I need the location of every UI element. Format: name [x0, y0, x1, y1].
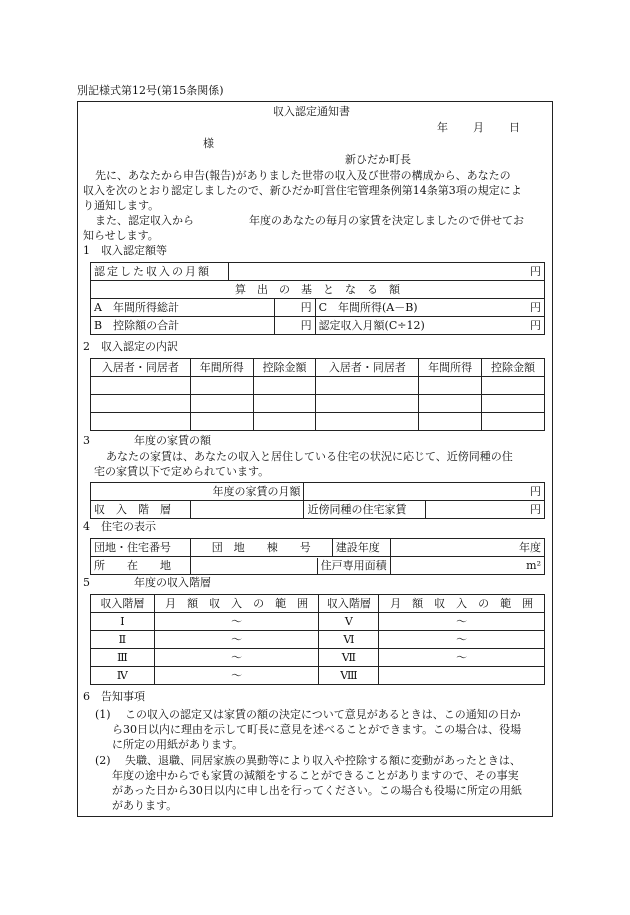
table-cell — [253, 377, 316, 395]
tier-range: ～ — [154, 631, 319, 649]
date-line: 年 月 日 — [437, 121, 521, 134]
tier-range: ～ — [379, 613, 545, 631]
yen-unit: 円 — [426, 501, 545, 519]
intro-line: 知らせします。 — [83, 229, 159, 242]
tier-range: ～ — [154, 649, 319, 667]
notice-item-line: ら30日以内に理由を示して町長に意見を述べることができます。この場合は、役場 — [112, 723, 522, 736]
income-breakdown-table — [90, 358, 545, 431]
table-cell — [190, 377, 253, 395]
table-cell — [316, 395, 419, 413]
tier-label: Ⅵ — [319, 631, 379, 649]
intro-line: り通知します。 — [83, 199, 160, 212]
annual-income-total-label: A 年間所得総計 — [91, 299, 275, 317]
notice-item-marker: (1) — [95, 708, 111, 721]
table-cell — [482, 377, 545, 395]
table-cell — [190, 501, 304, 519]
yen-unit: 円 — [274, 299, 315, 317]
location-cell — [190, 557, 390, 575]
monthly-income-label: 認定した収入の月額 — [91, 263, 229, 281]
section6-heading: 6 告知事項 — [83, 690, 145, 703]
table-cell — [482, 395, 545, 413]
notice-item-marker: (2) — [95, 754, 111, 767]
tier-range: ～ — [154, 613, 319, 631]
notice-item-line: に所定の用紙があります。 — [112, 738, 244, 751]
section3-text: 宅の家賃以下で定められています。 — [94, 465, 270, 478]
area-unit: m² — [390, 557, 544, 575]
monthly-recognized-label: 認定収入月額(C÷12) — [318, 318, 425, 332]
table-cell — [482, 413, 545, 431]
column-header: 控除金額 — [482, 359, 545, 377]
tier-label: Ⅰ — [91, 613, 155, 631]
tier-label: Ⅷ — [319, 667, 379, 685]
income-amount-table — [90, 262, 545, 335]
range-header: 月 額 収 入 の 範 囲 — [154, 595, 319, 613]
tier-range: ～ — [379, 649, 545, 667]
section5-heading: 5 年度の収入階層 — [83, 576, 211, 589]
document-title: 収入認定通知書 — [273, 105, 350, 118]
intro-line: 収入を次のとおり認定しましたので、新ひだか町営住宅管理条例第14条第3項の規定によ — [83, 184, 522, 197]
tier-label: Ⅱ — [91, 631, 155, 649]
section3-text: あなたの家賃は、あなたの収入と居住している住宅の状況に応じて、近傍同種の住 — [106, 450, 513, 463]
deduction-total-label: B 控除額の合計 — [91, 317, 275, 335]
rent-table — [90, 482, 545, 519]
tier-header: 収入階層 — [91, 595, 155, 613]
rent-label: 年度の家賃の月額 — [91, 483, 304, 501]
tier-label: Ⅲ — [91, 649, 155, 667]
yen-unit: 円 — [530, 318, 541, 332]
income-tier-label: 収 入 階 層 — [91, 501, 191, 519]
nearby-rent-label: 近傍同種の住宅家賃 — [304, 501, 426, 519]
tier-header: 収入階層 — [319, 595, 379, 613]
estate-number-label: 団地・住宅番号 — [91, 539, 191, 557]
tier-range: ～ — [154, 667, 319, 685]
building-label: 団 地 棟 号 — [190, 539, 332, 557]
table-cell — [91, 395, 191, 413]
notice-item-line: があります。 — [112, 799, 178, 812]
column-header: 入居者・同居者 — [91, 359, 191, 377]
table-cell — [316, 377, 419, 395]
monthly-recognized-cell — [315, 317, 544, 335]
table-cell — [316, 413, 419, 431]
table-cell — [190, 395, 253, 413]
table-cell — [91, 377, 191, 395]
range-header: 月 額 収 入 の 範 囲 — [379, 595, 545, 613]
tier-label: Ⅴ — [319, 613, 379, 631]
notice-item-line: があった日から30日以内に申し出を行ってください。この場合も役場に所定の用紙 — [112, 784, 522, 797]
intro-line: 先に、あなたから申告(報告)がありました世帯の収入及び世帯の構成から、あなたの — [95, 169, 511, 182]
tier-label: Ⅶ — [319, 649, 379, 667]
tier-range: ～ — [379, 631, 545, 649]
basis-header: 算 出 の 基 と な る 額 — [91, 281, 545, 299]
floor-area-label: 住戸専用面積 — [317, 558, 390, 574]
annual-income-net-label: C 年間所得(A－B) — [318, 300, 418, 314]
yen-unit: 円 — [274, 317, 315, 335]
column-header: 年間所得 — [190, 359, 253, 377]
income-tier-table — [90, 594, 545, 685]
intro-line: また、認定収入から 年度のあなたの毎月の家賃を決定しましたので併せてお — [95, 214, 524, 227]
column-header: 控除金額 — [253, 359, 316, 377]
notice-item-line: 失職、退職、同居家族の異動等により収入や控除する額に変動があったときは、 — [125, 754, 521, 767]
yen-unit: 円 — [530, 300, 541, 314]
construction-year-label: 建設年度 — [332, 539, 390, 557]
tier-label: Ⅳ — [91, 667, 155, 685]
form-number: 別記様式第12号(第15条関係) — [77, 84, 224, 97]
column-header: 年間所得 — [419, 359, 482, 377]
table-cell — [190, 413, 253, 431]
nendo-unit: 年度 — [390, 539, 544, 557]
section3-heading: 3 年度の家賃の額 — [83, 434, 211, 447]
table-cell — [419, 377, 482, 395]
annual-income-net-cell — [315, 299, 544, 317]
addressee-suffix: 様 — [203, 137, 214, 150]
tier-range — [379, 667, 545, 685]
location-label: 所 在 地 — [91, 557, 191, 575]
yen-unit: 円 — [304, 483, 545, 501]
section2-heading: 2 収入認定の内訳 — [83, 340, 178, 353]
yen-unit: 円 — [228, 263, 544, 281]
section4-heading: 4 住宅の表示 — [83, 520, 156, 533]
column-header: 入居者・同居者 — [316, 359, 419, 377]
issuer: 新ひだか町長 — [345, 153, 411, 166]
notice-item-line: 年度の途中からでも家賃の減額をすることができることがありますので、その事実 — [112, 769, 519, 782]
housing-table — [90, 538, 545, 575]
section1-heading: 1 収入認定額等 — [83, 244, 167, 257]
table-cell — [419, 413, 482, 431]
notice-item-line: この収入の認定又は家賃の額の決定について意見があるときは、この通知の日か — [125, 708, 521, 721]
table-cell — [419, 395, 482, 413]
table-cell — [91, 413, 191, 431]
table-cell — [253, 413, 316, 431]
table-cell — [253, 395, 316, 413]
